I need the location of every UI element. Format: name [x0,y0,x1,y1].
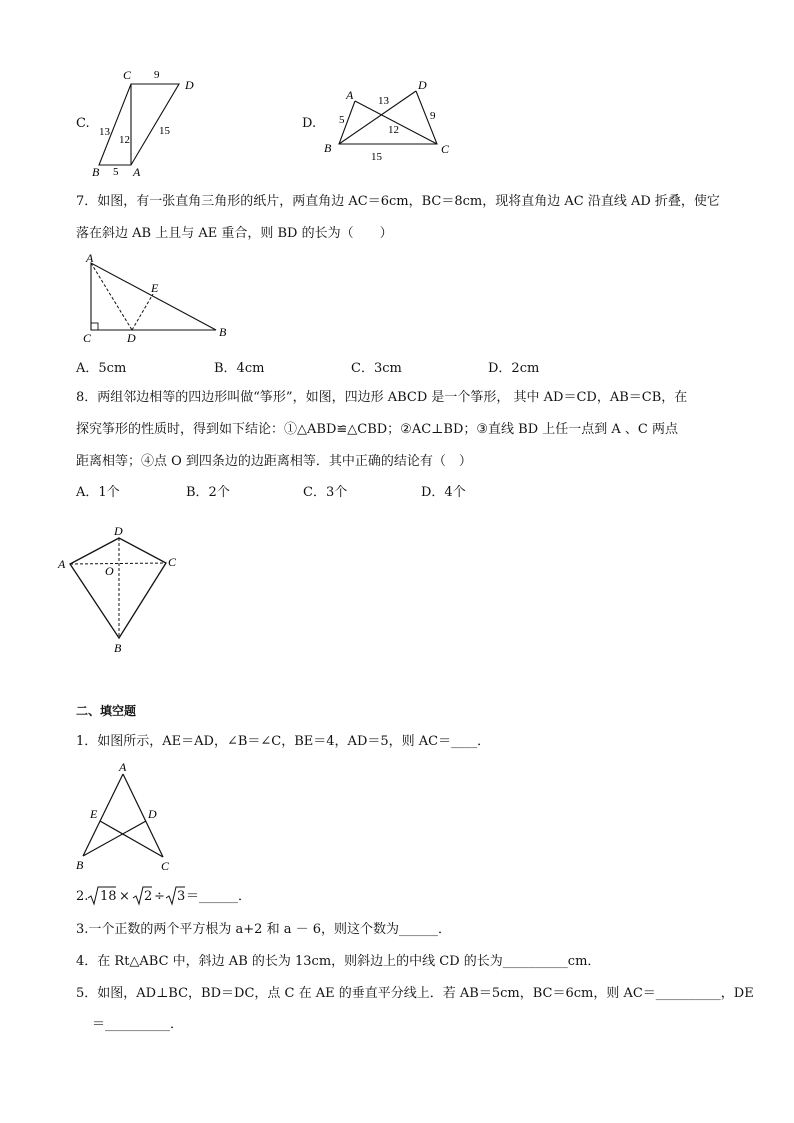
q8-option-c: C．3个 [303,485,348,500]
q8-text-line1: 8．两组邻边相等的四边形叫做“筝形”，如图，四边形 ABCD 是一个筝形， 其中 AD＝CD，AB＝CB，在 [76,390,688,405]
f5-text-line1: 5．如图，AD⊥BC，BD＝DC，点 C 在 AE 的垂直平分线上．若 AB＝5cm，BC＝6cm，则 AC＝__________，DE [76,986,754,1001]
q7-fig-label-a: A [86,251,94,265]
fig-d-len-9: 9 [430,110,436,122]
fig-d-len-13: 13 [378,95,389,107]
fig-d-label-b: B [324,141,332,155]
f1-fig-label-d: D [148,807,157,821]
f1-fig-label-a: A [119,760,127,774]
f2-radicand-2: 2 [144,889,153,904]
q8-fig-label-a: A [58,557,66,571]
option-c-label: C. [76,116,90,131]
fig-d-len-5: 5 [339,114,345,126]
fig-d-label-d: D [418,78,427,92]
q7-option-d: D．2cm [488,361,540,376]
f2-divide: ÷ [154,889,165,904]
q7-option-b: B．4cm [214,361,265,376]
q7-option-a: A．5cm [76,361,127,376]
fig-c-len-13: 13 [99,126,110,138]
q8-option-d: D．4个 [421,485,466,500]
fig-d-len-15: 15 [371,151,382,163]
fig-c-len-12: 12 [119,134,130,146]
section-title-fill-in: 二、填空题 [76,704,137,718]
q7-option-c: C．3cm [351,361,402,376]
fig-c-label-d: D [185,78,194,92]
f1-fig-label-e: E [90,807,98,821]
q8-text-line3: 距离相等；④点 O 到四条边的边距离相等．其中正确的结论有（ ） [76,454,472,469]
q7-text-line1: 7．如图，有一张直角三角形的纸片，两直角边 AC＝6cm，BC＝8cm，现将直角边 AC 沿直线 AD 折叠，使它 [76,194,720,209]
q7-fig-label-e: E [151,281,159,295]
q8-fig-label-d: D [114,524,123,538]
q8-fig-label-o: O [105,564,114,578]
f2-tail: ＝______． [186,889,252,904]
f1-fig-label-c: C [161,859,170,873]
fig-c-len-15: 15 [159,125,170,137]
f4-text: 4．在 Rt△ABC 中，斜边 AB 的长为 13cm，则斜边上的中线 CD 的长为__________cm． [76,954,601,969]
f2-times: × [119,889,130,904]
f3-text: 3.一个正数的两个平方根为 a+2 和 a － 6，则这个数为______． [76,922,452,937]
f1-fig-label-b: B [76,858,84,872]
fig-d-label-a: A [346,88,354,102]
q7-text-line2: 落在斜边 AB 上且与 AE 重合，则 BD 的长为（ ） [76,226,393,241]
q8-fig-label-c: C [168,555,177,569]
q7-fig-label-b: B [219,325,227,339]
q7-fig-label-d: D [127,331,136,345]
option-d-label: D. [302,116,317,131]
f2-prefix: 2. [76,889,89,904]
fig-c-label-b: B [92,165,100,179]
fig-c-len-5: 5 [113,166,119,178]
f1-text: 1．如图所示，AE＝AD，∠B＝∠C，BE＝4，AD＝5，则 AC＝____． [76,734,491,749]
fig-c-label-c: C [123,68,132,82]
q8-option-a: A．1个 [76,485,120,500]
f5-text-line2: ＝__________． [92,1017,184,1032]
q8-text-line2: 探究筝形的性质时，得到如下结论：①△ABD≌△CBD；②AC⊥BD；③直线 BD 上任一点到 A 、C 两点 [76,422,678,437]
fig-d-len-12: 12 [388,124,399,136]
q8-option-b: B．2个 [186,485,230,500]
fig-d-label-c: C [441,142,450,156]
q8-fig-label-b: B [114,641,122,655]
q7-fig-label-c: C [83,331,92,345]
fig-c-label-a: A [133,165,141,179]
f2-radicand-18: 18 [100,889,117,904]
fig-c-len-9: 9 [154,69,160,81]
f2-radicand-3: 3 [177,889,186,904]
